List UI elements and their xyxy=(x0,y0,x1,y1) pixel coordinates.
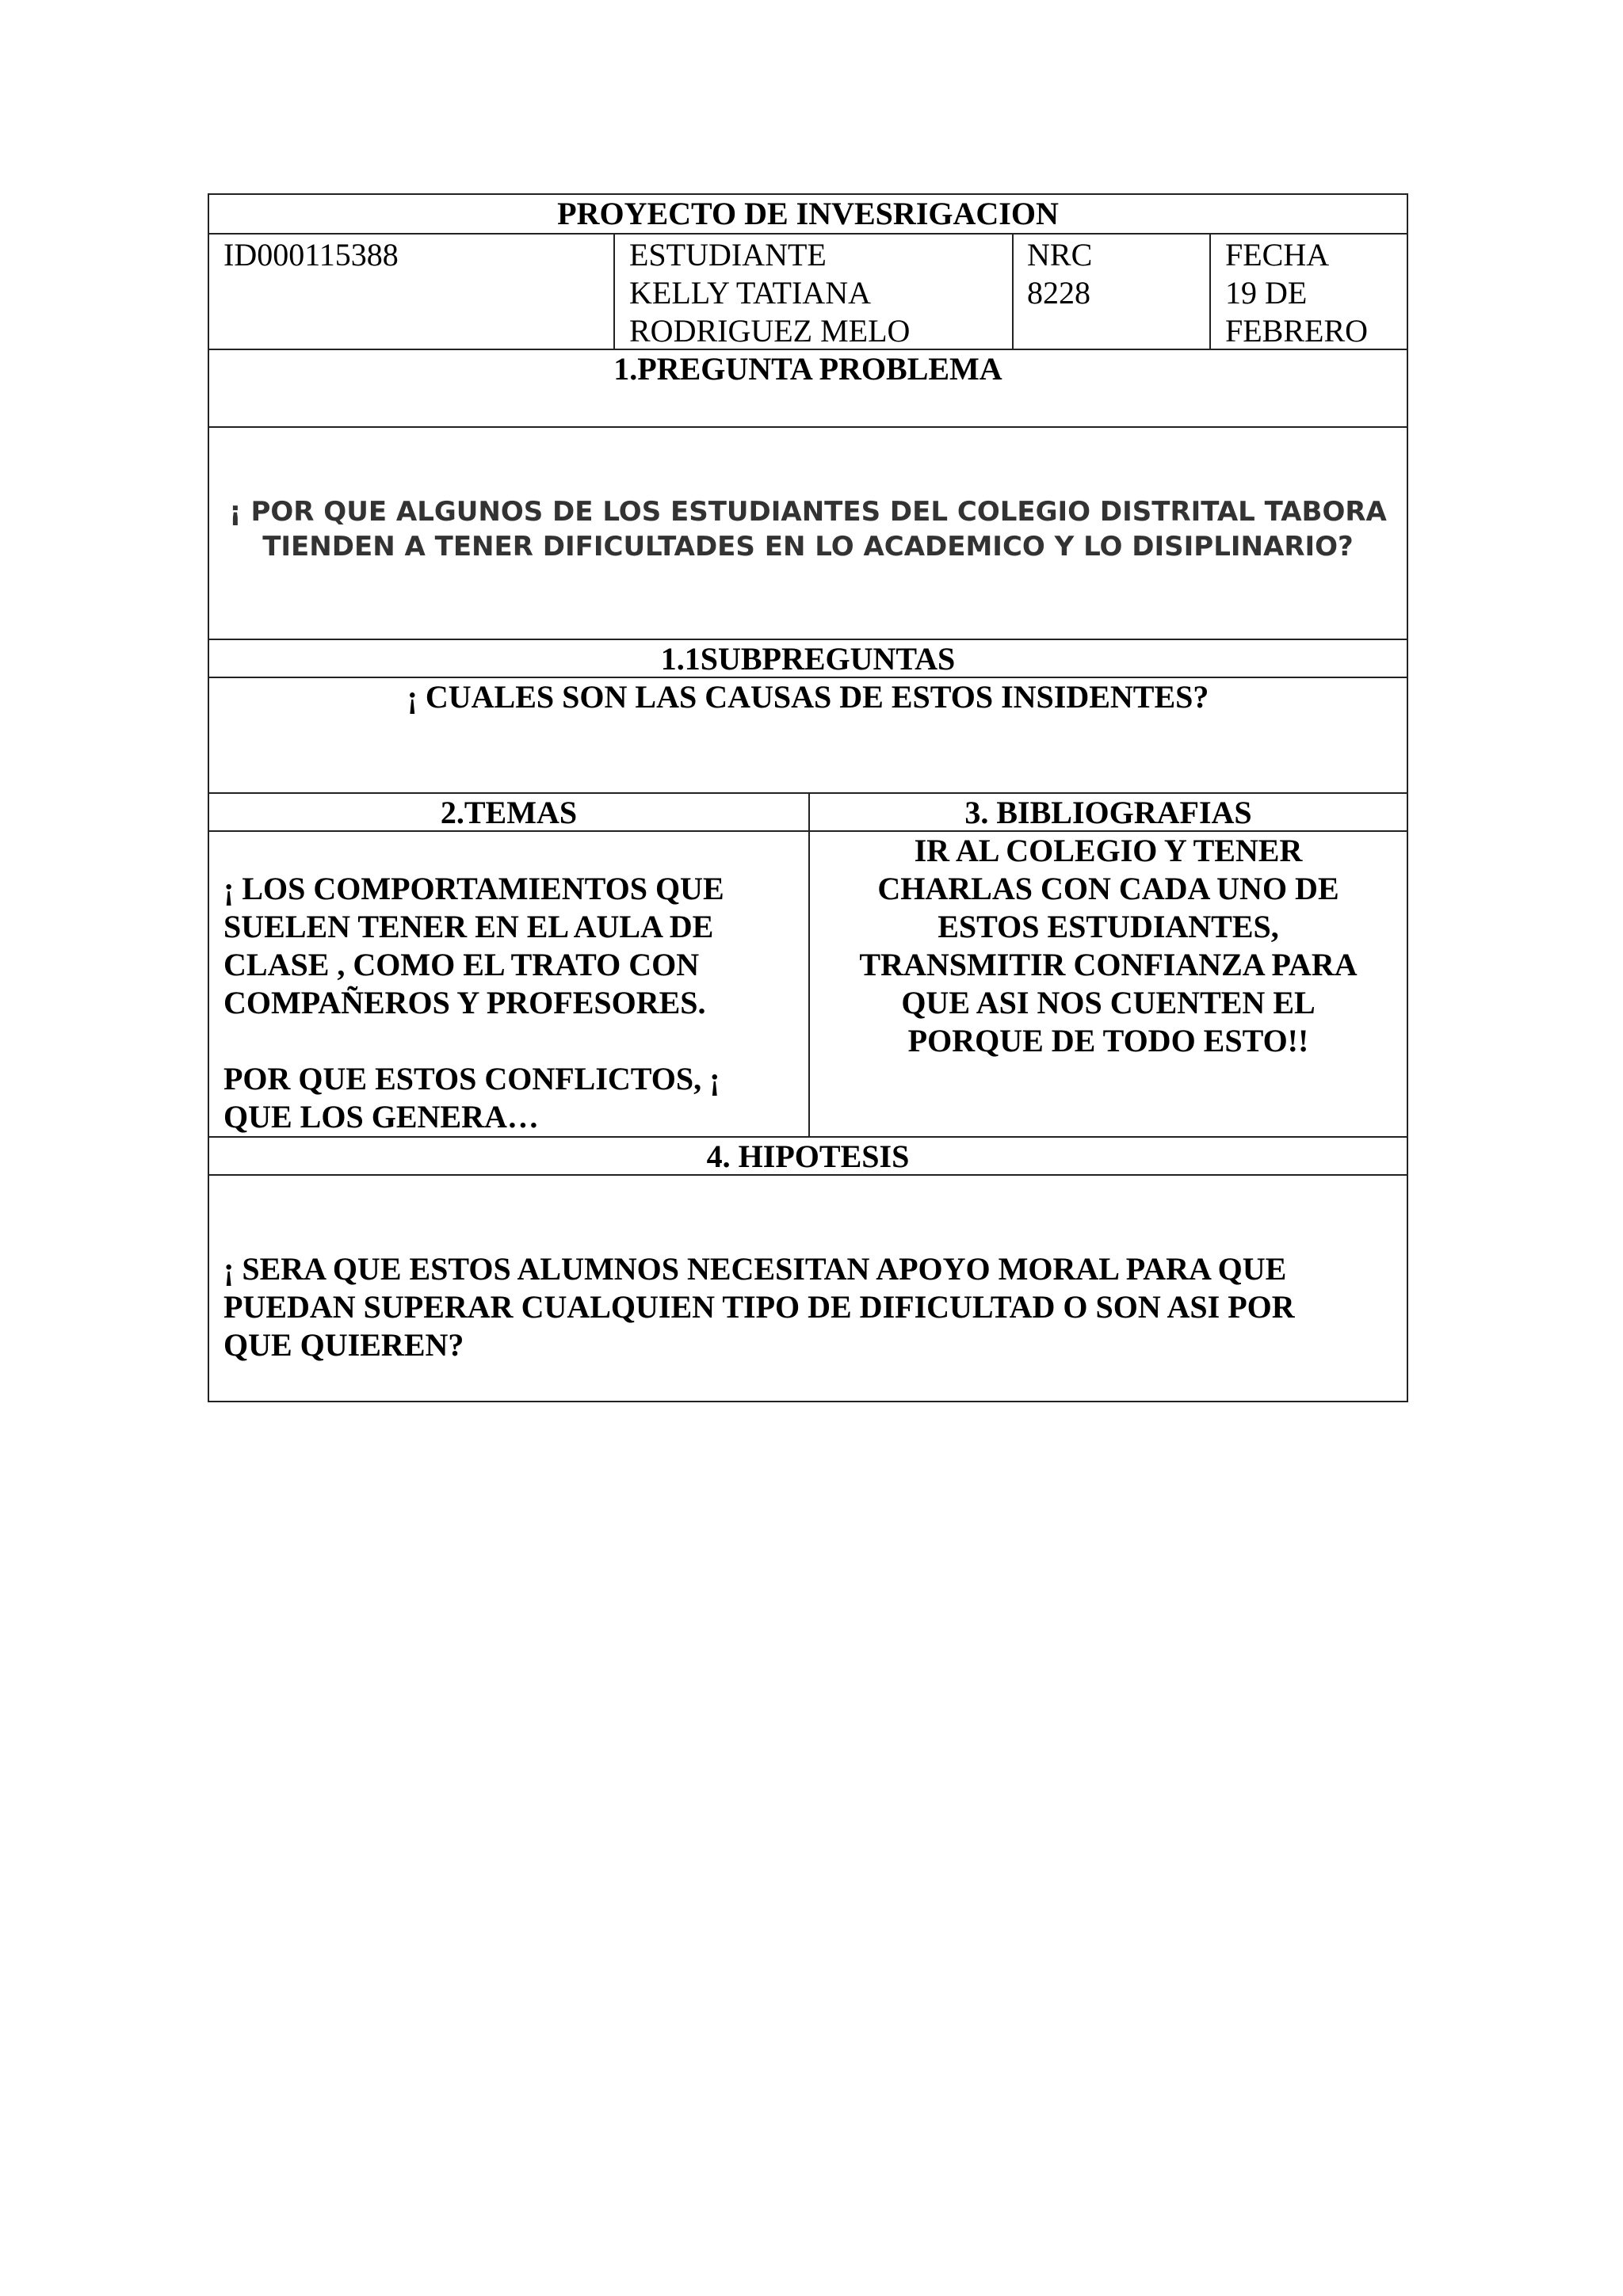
nrc-code: NRC 8228 xyxy=(1027,237,1093,311)
subquestions-heading: 1.1SUBPREGUNTAS xyxy=(660,641,956,677)
problem-text-row xyxy=(209,426,1407,639)
bibliography-text: IR AL COLEGIO Y TENER CHARLAS CON CADA UNO DE ESTOS ESTUDIANTES, TRANSMITIR CONFIANZA PARA QUE ASI NOS CUENTEN EL PORQUE DE TODO ESTO!! xyxy=(859,833,1358,1058)
problem-question: ¡ POR QUE ALGUNOS DE LOS ESTUDIANTES DEL COLEGIO DISTRITAL TABORA TIENDEN A TENER DIFICULTADES EN LO ACADEMICO Y LO DISIPLINARIO? xyxy=(229,496,1387,563)
form-title: PROYECTO DE INVESRIGACION xyxy=(557,196,1059,231)
student-name: ESTUDIANTE KELLY TATIANA RODRIGUEZ MELO xyxy=(629,237,911,349)
topics-text: ¡ LOS COMPORTAMIENTOS QUE SUELEN TENER EN EL AULA DE CLASE , COMO EL TRATO CON COMPAÑEROS Y PROFESORES. xyxy=(223,871,724,1020)
info-row xyxy=(209,233,1407,349)
title-row xyxy=(209,195,1407,233)
student-id: ID000115388 xyxy=(223,237,399,273)
research-project-form xyxy=(208,193,1408,1402)
hypothesis-heading: 4. HIPOTESIS xyxy=(706,1138,910,1174)
hypothesis-text: ¡ SERA QUE ESTOS ALUMNOS NECESITAN APOYO MORAL PARA QUE PUEDAN SUPERAR CUALQUIEN TIPO DE DIFICULTAD O SON ASI POR QUE QUIEREN? xyxy=(223,1251,1295,1363)
date: FECHA 19 DE FEBRERO xyxy=(1225,237,1369,349)
subquestions-text-row xyxy=(209,677,1407,792)
problem-heading-row xyxy=(209,349,1407,426)
hypothesis-heading-row xyxy=(209,1136,1407,1174)
subquestions-heading-row xyxy=(209,639,1407,677)
bibliography-heading: 3. BIBLIOGRAFIAS xyxy=(964,795,1252,830)
problem-heading: 1.PREGUNTA PROBLEMA xyxy=(613,351,1002,387)
hypothesis-text-row xyxy=(209,1174,1407,1401)
topics-heading: 2.TEMAS xyxy=(440,795,578,830)
topics-bibliography-content-row xyxy=(209,830,1407,1136)
topics-bibliography-heading-row xyxy=(209,792,1407,830)
subquestion-text: ¡ CUALES SON LAS CAUSAS DE ESTOS INSIDENTES? xyxy=(407,679,1209,715)
topics-text-conflicts: POR QUE ESTOS CONFLICTOS, ¡ QUE LOS GENERA… xyxy=(223,1061,720,1135)
